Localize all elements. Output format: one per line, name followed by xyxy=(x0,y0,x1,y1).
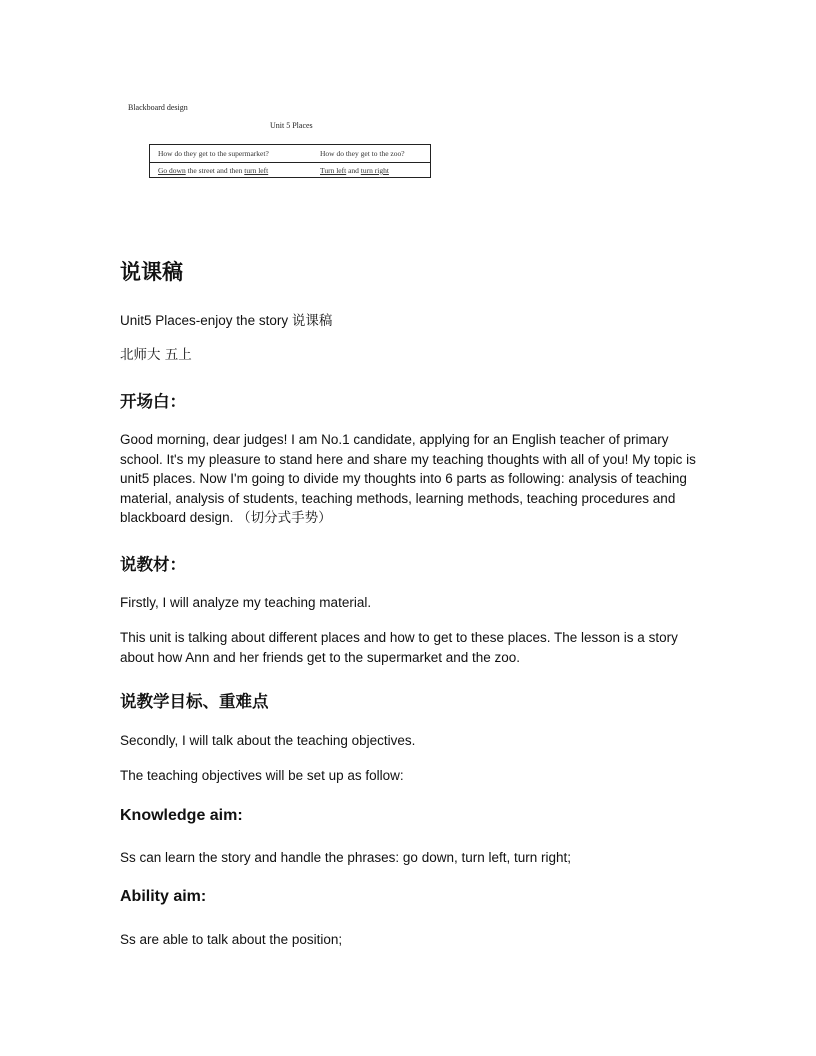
blackboard-row-answers xyxy=(150,162,430,179)
answer-zoo xyxy=(320,166,389,175)
opening-paragraph xyxy=(120,430,700,529)
phrase-go-down: Go down xyxy=(158,166,186,175)
blackboard-row-questions xyxy=(150,145,430,163)
question-supermarket: How do they get to the supermarket? xyxy=(158,149,269,158)
material-paragraph-1: Firstly, I will analyze my teaching material. xyxy=(120,595,372,610)
phrase-turn-right: turn right xyxy=(360,166,389,175)
question-zoo: How do they get to the zoo? xyxy=(320,149,405,158)
phrase-turn-left: turn left xyxy=(244,166,269,175)
material-heading: 说教材： xyxy=(120,555,186,574)
answer-supermarket-mid: the street and then xyxy=(185,166,245,175)
blackboard-unit-title: Unit 5 Places xyxy=(270,121,313,130)
lesson-subtitle-cn: 说课稿 xyxy=(291,313,333,329)
document-title: 说课稿 xyxy=(120,260,183,284)
ability-aim-text: Ss are able to talk about the position; xyxy=(120,932,343,947)
objectives-paragraph-1: Secondly, I will talk about the teaching objectives. xyxy=(120,733,416,748)
ability-aim-heading: Ability aim: xyxy=(120,888,207,905)
answer-zoo-mid: and xyxy=(346,166,361,175)
blackboard-design-label: Blackboard design xyxy=(128,103,188,112)
knowledge-aim-heading: Knowledge aim: xyxy=(120,807,243,824)
knowledge-aim-text: Ss can learn the story and handle the phrases: go down, turn left, turn right; xyxy=(120,850,572,865)
objectives-paragraph-2: The teaching objectives will be set up as follow: xyxy=(120,768,404,783)
opening-heading: 开场白： xyxy=(120,392,186,411)
material-paragraph-2: This unit is talking about different places and how to get to these places. The lesson is a story about how Ann and her friends get to the supermarket and the zoo. xyxy=(120,630,678,665)
lesson-subtitle xyxy=(120,311,700,332)
phrase-turn-left-zoo: Turn left xyxy=(320,166,347,175)
blackboard-table xyxy=(149,144,431,178)
opening-text: Good morning, dear judges! I am No.1 candidate, applying for an English teacher of primary school. It's my pleasure to stand here and share my teaching thoughts with all of you! My topic is unit5 places. Now I'm going to divide my thoughts into 6 parts as following: analysis of teaching material, analysis of students, teaching methods, learning methods, teaching procedures and blackboard design. xyxy=(120,432,696,525)
opening-gesture-note: （切分式手势） xyxy=(237,510,332,526)
answer-supermarket xyxy=(158,166,268,175)
textbook-edition: 北师大 五上 xyxy=(120,347,192,363)
lesson-subtitle-en: Unit5 Places-enjoy the story xyxy=(120,313,292,328)
objectives-heading: 说教学目标、重难点 xyxy=(120,692,269,711)
